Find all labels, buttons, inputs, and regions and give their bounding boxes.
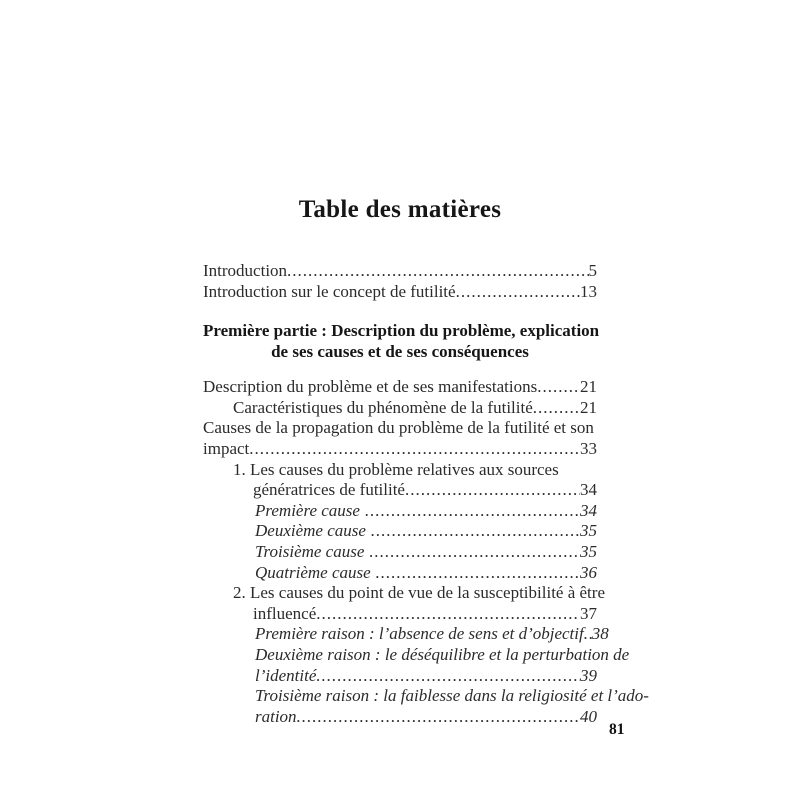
toc-entry-label: influencé — [253, 603, 317, 623]
toc-entry-label: Troisième cause — [255, 541, 365, 561]
toc-entry — [203, 624, 609, 645]
toc-entry-label: 2. Les causes du point de vue de la susceptibilité à être — [233, 583, 605, 603]
toc-entry — [203, 377, 597, 398]
part-heading-line: Première partie : Description du problème, explication — [203, 321, 600, 341]
toc-entry-label: impact — [203, 438, 250, 458]
toc-entry-row — [255, 542, 597, 563]
toc-entry-row — [255, 501, 597, 522]
toc-entry-label: l’identité — [255, 665, 317, 685]
toc-entry-row — [255, 624, 609, 645]
toc-entry-label: Première cause — [255, 500, 360, 520]
toc-entry-label: 1. Les causes du problème relatives aux sources — [233, 459, 559, 479]
toc-content — [203, 196, 649, 727]
toc-entry — [203, 460, 597, 501]
toc-entry — [203, 563, 597, 584]
toc-page-number: 21 — [580, 397, 597, 417]
dot-leader — [316, 666, 580, 687]
toc-page-number: 34 — [580, 500, 597, 520]
toc-entry-label: ration — [255, 706, 297, 726]
toc-entry — [203, 418, 597, 459]
toc-page-number: 35 — [580, 521, 597, 541]
toc-entry — [203, 521, 597, 542]
part-heading-line: de ses causes et de ses conséquences — [271, 342, 529, 362]
toc-page-number: 40 — [580, 706, 597, 726]
toc-entry — [203, 583, 605, 624]
dot-leader — [537, 377, 580, 398]
toc-page-number: 38 — [591, 624, 609, 644]
toc-entry-label: Introduction sur le concept de futilité — [203, 281, 456, 301]
toc-entry — [203, 398, 597, 419]
dot-leader — [456, 282, 580, 303]
toc-entry-label: Causes de la propagation du problème de la futilité et son — [203, 418, 594, 438]
dot-leader — [297, 707, 580, 728]
toc-entry-label: Quatrième cause — [255, 562, 371, 582]
dot-leader — [371, 521, 580, 542]
toc-entry-row — [203, 377, 597, 398]
toc-entry-label: Caractéristiques du phénomène de la futilité — [233, 397, 533, 417]
toc-entry-label: Deuxième raison : le déséquilibre et la perturbation de — [255, 644, 630, 664]
toc-entry — [203, 542, 597, 563]
toc-entry — [203, 644, 630, 686]
toc-list — [203, 261, 649, 727]
toc-entry-label: génératrices de futilité — [253, 480, 405, 500]
toc-entry — [203, 282, 597, 303]
toc-entry-row — [255, 666, 597, 687]
dot-leader — [365, 501, 580, 522]
dot-leader — [316, 604, 580, 625]
toc-entry-row — [255, 521, 597, 542]
toc-entry-label: Description du problème et de ses manifestations — [203, 377, 538, 397]
toc-page-number: 5 — [588, 261, 597, 280]
toc-page-number: 21 — [580, 377, 597, 397]
toc-page-number: 34 — [580, 480, 597, 500]
toc-entry-row — [203, 439, 597, 460]
dot-leader — [405, 480, 580, 501]
toc-entry-label: Première raison : l’absence de sens et d’objectif — [255, 624, 584, 644]
toc-entry-label: Deuxième cause — [255, 521, 366, 541]
toc-entry-row — [233, 398, 597, 419]
toc-entry — [203, 501, 597, 522]
toc-entry — [203, 686, 649, 727]
folio-page-number: 81 — [609, 721, 625, 738]
page-title: Table des matières — [298, 196, 502, 223]
dot-leader — [249, 439, 580, 460]
toc-entry-row — [233, 604, 597, 625]
toc-entry-label: Introduction — [203, 261, 288, 280]
toc-page-number: 35 — [580, 541, 597, 561]
part-heading — [203, 320, 600, 362]
toc-entry — [203, 261, 597, 282]
dot-leader — [584, 624, 592, 645]
toc-page-number: 13 — [580, 281, 597, 301]
toc-page-number: 36 — [580, 562, 597, 582]
toc-entry-label: Troisième raison : la faiblesse dans la religiosité et l’ado- — [255, 686, 649, 706]
dot-leader — [369, 542, 580, 563]
dot-leader — [533, 398, 580, 419]
toc-page-number: 37 — [580, 603, 597, 623]
dot-leader — [287, 261, 588, 282]
toc-entry-row — [255, 563, 597, 584]
dot-leader — [376, 563, 580, 584]
toc-entry-row — [203, 261, 597, 282]
toc-entry-row — [203, 282, 597, 303]
toc-entry-row — [255, 707, 597, 728]
toc-page-number: 39 — [580, 665, 597, 685]
toc-page-number: 33 — [580, 438, 597, 458]
toc-entry-row — [233, 480, 597, 501]
